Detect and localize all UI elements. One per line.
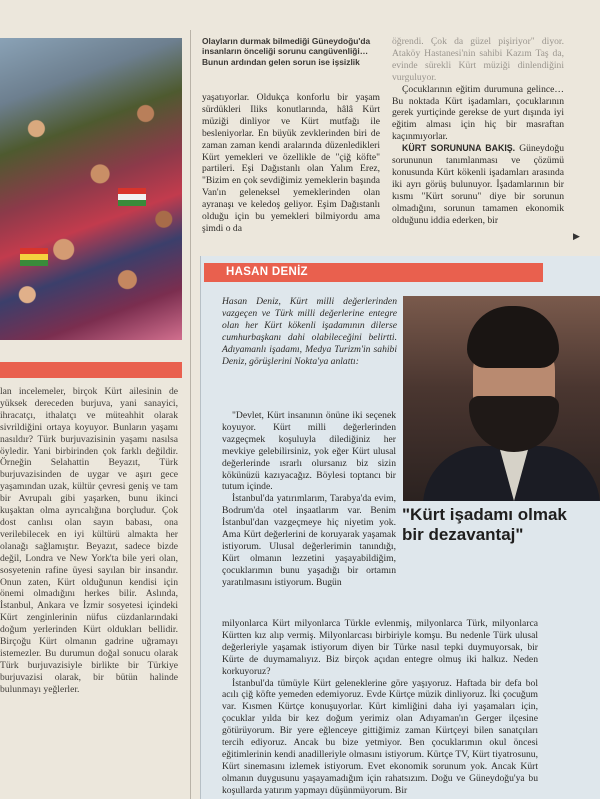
interview-paragraph-2: İstanbul'da yatırımlarım, Tarabya'da evim, Bodrum'da otel inşaatlarım var. Benim İstanbul'dan vazgeçmeye hiç niyetim yok. Ama Kürt değerlerini de koruyarak yaşamak istiyorum. Ulusal değerlerimin tanındığı, Kürt olmanın lezzetini yaşayabildiğim, çocuklarımın bunu yaşadığı bir ortamın yaratılmasını istiyorum. Bugün (222, 493, 396, 588)
interview-intro: Hasan Deniz, Kürt milli değerlerinden vazgeçen ve Türk milli değerlerine entegre olan her Kürt kökenli işadamının dilerse cumhurbaşkanı dahi olabileceğini belirtti. Adıyamanlı işadamı, Medya Turizm'in sahibi Deniz, görüşlerini Nokta'ya anlattı: (222, 296, 397, 367)
interview-pull-quote: "Kürt işadamı olmak bir dezavantaj" (402, 505, 567, 544)
interview-column (222, 410, 396, 589)
interview-wide-column (222, 618, 538, 797)
top-right-after-subhead: Güneydoğu sorununun tanımlanması ve çözümü konusunda Kürt kökenli işadamları arasında iki ayrı görüş bulunuyor. İşadamlarının bir kısmı "Kürt sorunu" diye bir sorunun olmadığını, sorunun tamamen ekonomik olduğunu iddia ederken, bir (392, 143, 564, 226)
top-middle-column (202, 92, 380, 235)
section-subhead: KÜRT SORUNUNA BAKIŞ. (402, 143, 516, 154)
continue-arrow-icon: ▶ (573, 231, 580, 241)
interview-paragraph-3: milyonlarca Kürt milyonlarca Türkle evlenmiş, milyonlarca Türk, milyonlarca Kürtten kız alıp vermiş. Milyonlarcası birbiriyle komşu. Bu nedenle Türk ulusal değerleriyle yaşamak istiyorum diyen bir Türke nasıl tepki duymuyorsak, bir Kürte de duymamalıyız. Biz birçok açıdan entegre olmuş iki halkız. Neden korkuyoruz? (222, 618, 538, 677)
interview-name-bar: HASAN DENİZ (204, 263, 543, 282)
column-divider (190, 30, 191, 799)
top-right-main-text: Çocuklarının eğitim durumuna gelince… Bu noktada Kürt işadamları, çocuklarının gerek yurtiçinde gerekse de yurt dışında iyi eğitim alması için hiç bir masraftan kaçınmıyorlar. (392, 83, 564, 143)
top-right-faded-text: öğrendi. Çok da güzel pişiriyor" diyor. Ataköy Hastanesi'nin sahibi Kazım Taş da, evinde sürekli Kürt müziği dinlendiğini vurguluyor. (392, 36, 564, 83)
top-middle-text: yaşatıyorlar. Oldukça konforlu bir yaşam sürdükleri Iliks konutlarında, hâlâ Kürt müziği dinliyor ve Kürt mutfağı ile besleniyorlar. En büyük zevklerinden biri de zaman zaman kendi aralarında düzenledikleri Kürt yemekleri ve özellikle de "çiğ köfte" partileri. Eşi Dağıstanlı olan Yalım Erez, "Bizim en çok sevdiğimiz yemeklerin başında Van'ın geleneksel yemeklerinden olan ayranaşı ve keledoş geliyor. Eşim Dağıstanlı olduğu için bu yemekleri bilmiyordu ama şimdi o da (202, 92, 380, 234)
flag-icon (20, 248, 48, 266)
top-right-column (392, 36, 564, 227)
interview-paragraph-1: "Devlet, Kürt insanının önüne iki seçenek koyuyor. Kürt milli değerlerinden vazgeçmek koşuluyla dilediğiniz her mevkiye gelebilirsiniz, yok eğer Kürt ulusal değerlerinde ısrarlı olursanız biz sizin kökünüzü kazıyacağız. Böylesi toptancı bir tutum içinde. (222, 410, 396, 493)
crowd-photo (0, 38, 182, 340)
left-color-bar (0, 362, 182, 378)
top-pull-quote: Olayların durmak bilmediği Güneydoğu'da insanların önceliği sorunu cangüvenliği… Bunun ardından gelen sorun ise işsizlik (202, 36, 371, 67)
left-column-text: lan incelemeler, birçok Kürt ailesinin de yüksek dereceden burjuva, yani sanayici, ihracatçı, ithalatçı ve müteahhit olarak sivrildiğini ortaya koyuyor. Bunların yaşamı nasıldır? Türk burjuvazisinin yaşamı nasılsa öyledir. Yani birbirinden çok farklı değildir. Örneğin Selahattin Beyazıt, Türk burjuvazisinden de uygar ve aşırı gece yaşamından uzak, kültür çevresi geniş ve tam bir Avrupalı gibi yaşarken, bunu ikinci kuşaktan olma ayrıcalığına borçludur. Çok dost canlısı olan sayın babası, ona verilebilecek en iyi kültürü almakta her olanağı sağlamıştır. Beyazıt, sadece bizde değil, Londra ve New York'ta bile yeri olan, sosyetenin rafine üyesi sayılan bir insandır. Onun zaten, Kürt olduğunun kendisi için önemi olmadığını herkes bilir. Aslında, İstanbul, Ankara ve İzmir sosyetesi içindeki Kürt zenginlerinin nüfus cüzdanlarındaki doğum yerlerinden Kürt oldukları bellidir. Birçoğu Kürt olmanın gadrine uğramayı istemezler. Bu durumun doğal sonucu olarak Türk burjuvazisiyle birlikte bir Türkiye burjuvazisi olarak, bir bütün halinde bulunmayı yeğlerler. (0, 386, 178, 695)
portrait-photo (403, 296, 600, 501)
interview-paragraph-4: İstanbul'da tümüyle Kürt geleneklerine göre yaşıyoruz. Haftada bir defa bol acılı çiğ köfte yemeden edemiyoruz. Evde Kürtçe müzik dinliyoruz. İki çocuğum var. Kısmen Kürtçe konuşuyorlar. Kürt kimliğini daha iyi yaşamaları için, çocuklar yılda bir kez doğum yerimiz olan Adıyaman'ın Gerger ilçesine götürüyorum. Bir yere eğlenceye gittiğimiz zaman Kürtçeyi bilen sanatçıları tercih ediyoruz. Ancak bu bize yetmiyor. Ben çocuklarımın okul öncesi eğitimlerinin kendi anadilleriyle olmasını istiyorum. Kürtçe TV, Kürt tiyatrosunu, Kürt sinemasını izlemek istiyorum. Evet ekonomik sorunum yok. Ancak Kürt olmanın duygusunu yaşayamadığım için rahatsızım. Doğu ve Güneydoğu'ya bu koşullarda yatırım yapmayı düşünmüyorum. Bir (222, 677, 538, 796)
flag-icon (118, 188, 146, 206)
left-column (0, 386, 178, 696)
